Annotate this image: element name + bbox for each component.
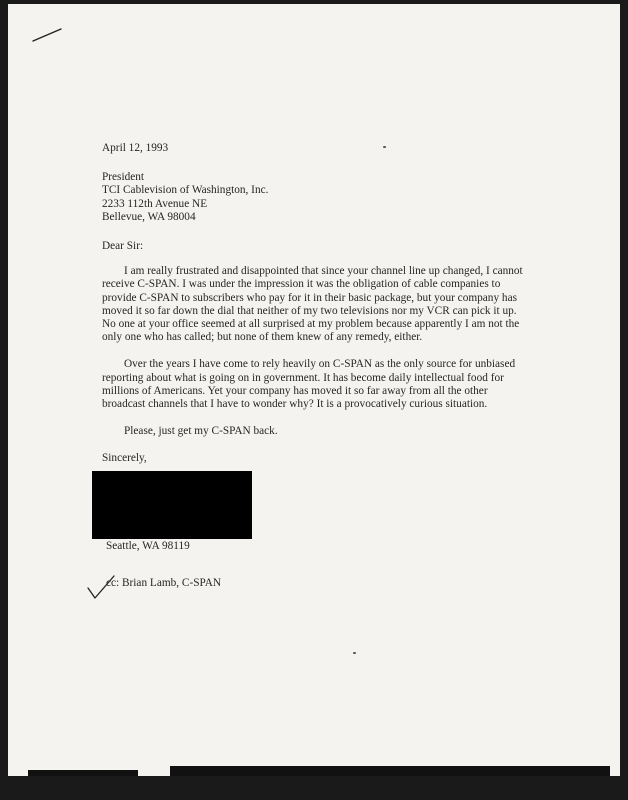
letter-body	[102, 142, 532, 466]
cc-line: cc: Brian Lamb, C-SPAN	[106, 577, 222, 589]
recipient-company: TCI Cablevision of Washington, Inc.	[102, 184, 269, 197]
speck-mark	[353, 652, 356, 654]
scan-edge-bar	[170, 766, 610, 776]
recipient-title: President	[102, 171, 145, 184]
letter-date: April 12, 1993	[102, 142, 169, 154]
paragraph-1: I am really frustrated and disappointed that since your channel line up changed, I cannot receive C-SPAN. I was under the impression it was the obligation of cable companies to provide C-SPAN to subscribers who pay for it in their basic package, but your company has moved it so far down the dial that neither of my two televisions nor my VCR can pick it up. No one at your office seemed at all surprised at my problem because apparently I am not the only one who has called; but none of them knew of any remedy, either.	[102, 265, 523, 344]
paragraph-3: Please, just get my C-SPAN back.	[124, 425, 278, 438]
recipient-street: 2233 112th Avenue NE	[102, 197, 208, 210]
recipient-city: Bellevue, WA 98004	[102, 210, 196, 223]
sender-city: Seattle, WA 98119	[106, 540, 190, 552]
salutation: Dear Sir:	[102, 240, 144, 253]
recipient-address	[102, 171, 532, 224]
paragraph-2: Over the years I have come to rely heavily on C-SPAN as the only source for unbiased reporting about what is going on in government. It has become daily intellectual food for millions of Americans. Yet your company has moved it so far away from all the other broadcast channels that I have to wonder why? It is a provocatively curious situation.	[102, 358, 516, 411]
closing: Sincerely,	[102, 452, 147, 465]
scan-bottom-border	[0, 776, 628, 800]
pen-stroke-mark	[32, 26, 62, 44]
letter-paper	[8, 4, 620, 776]
redaction-block	[92, 471, 252, 539]
